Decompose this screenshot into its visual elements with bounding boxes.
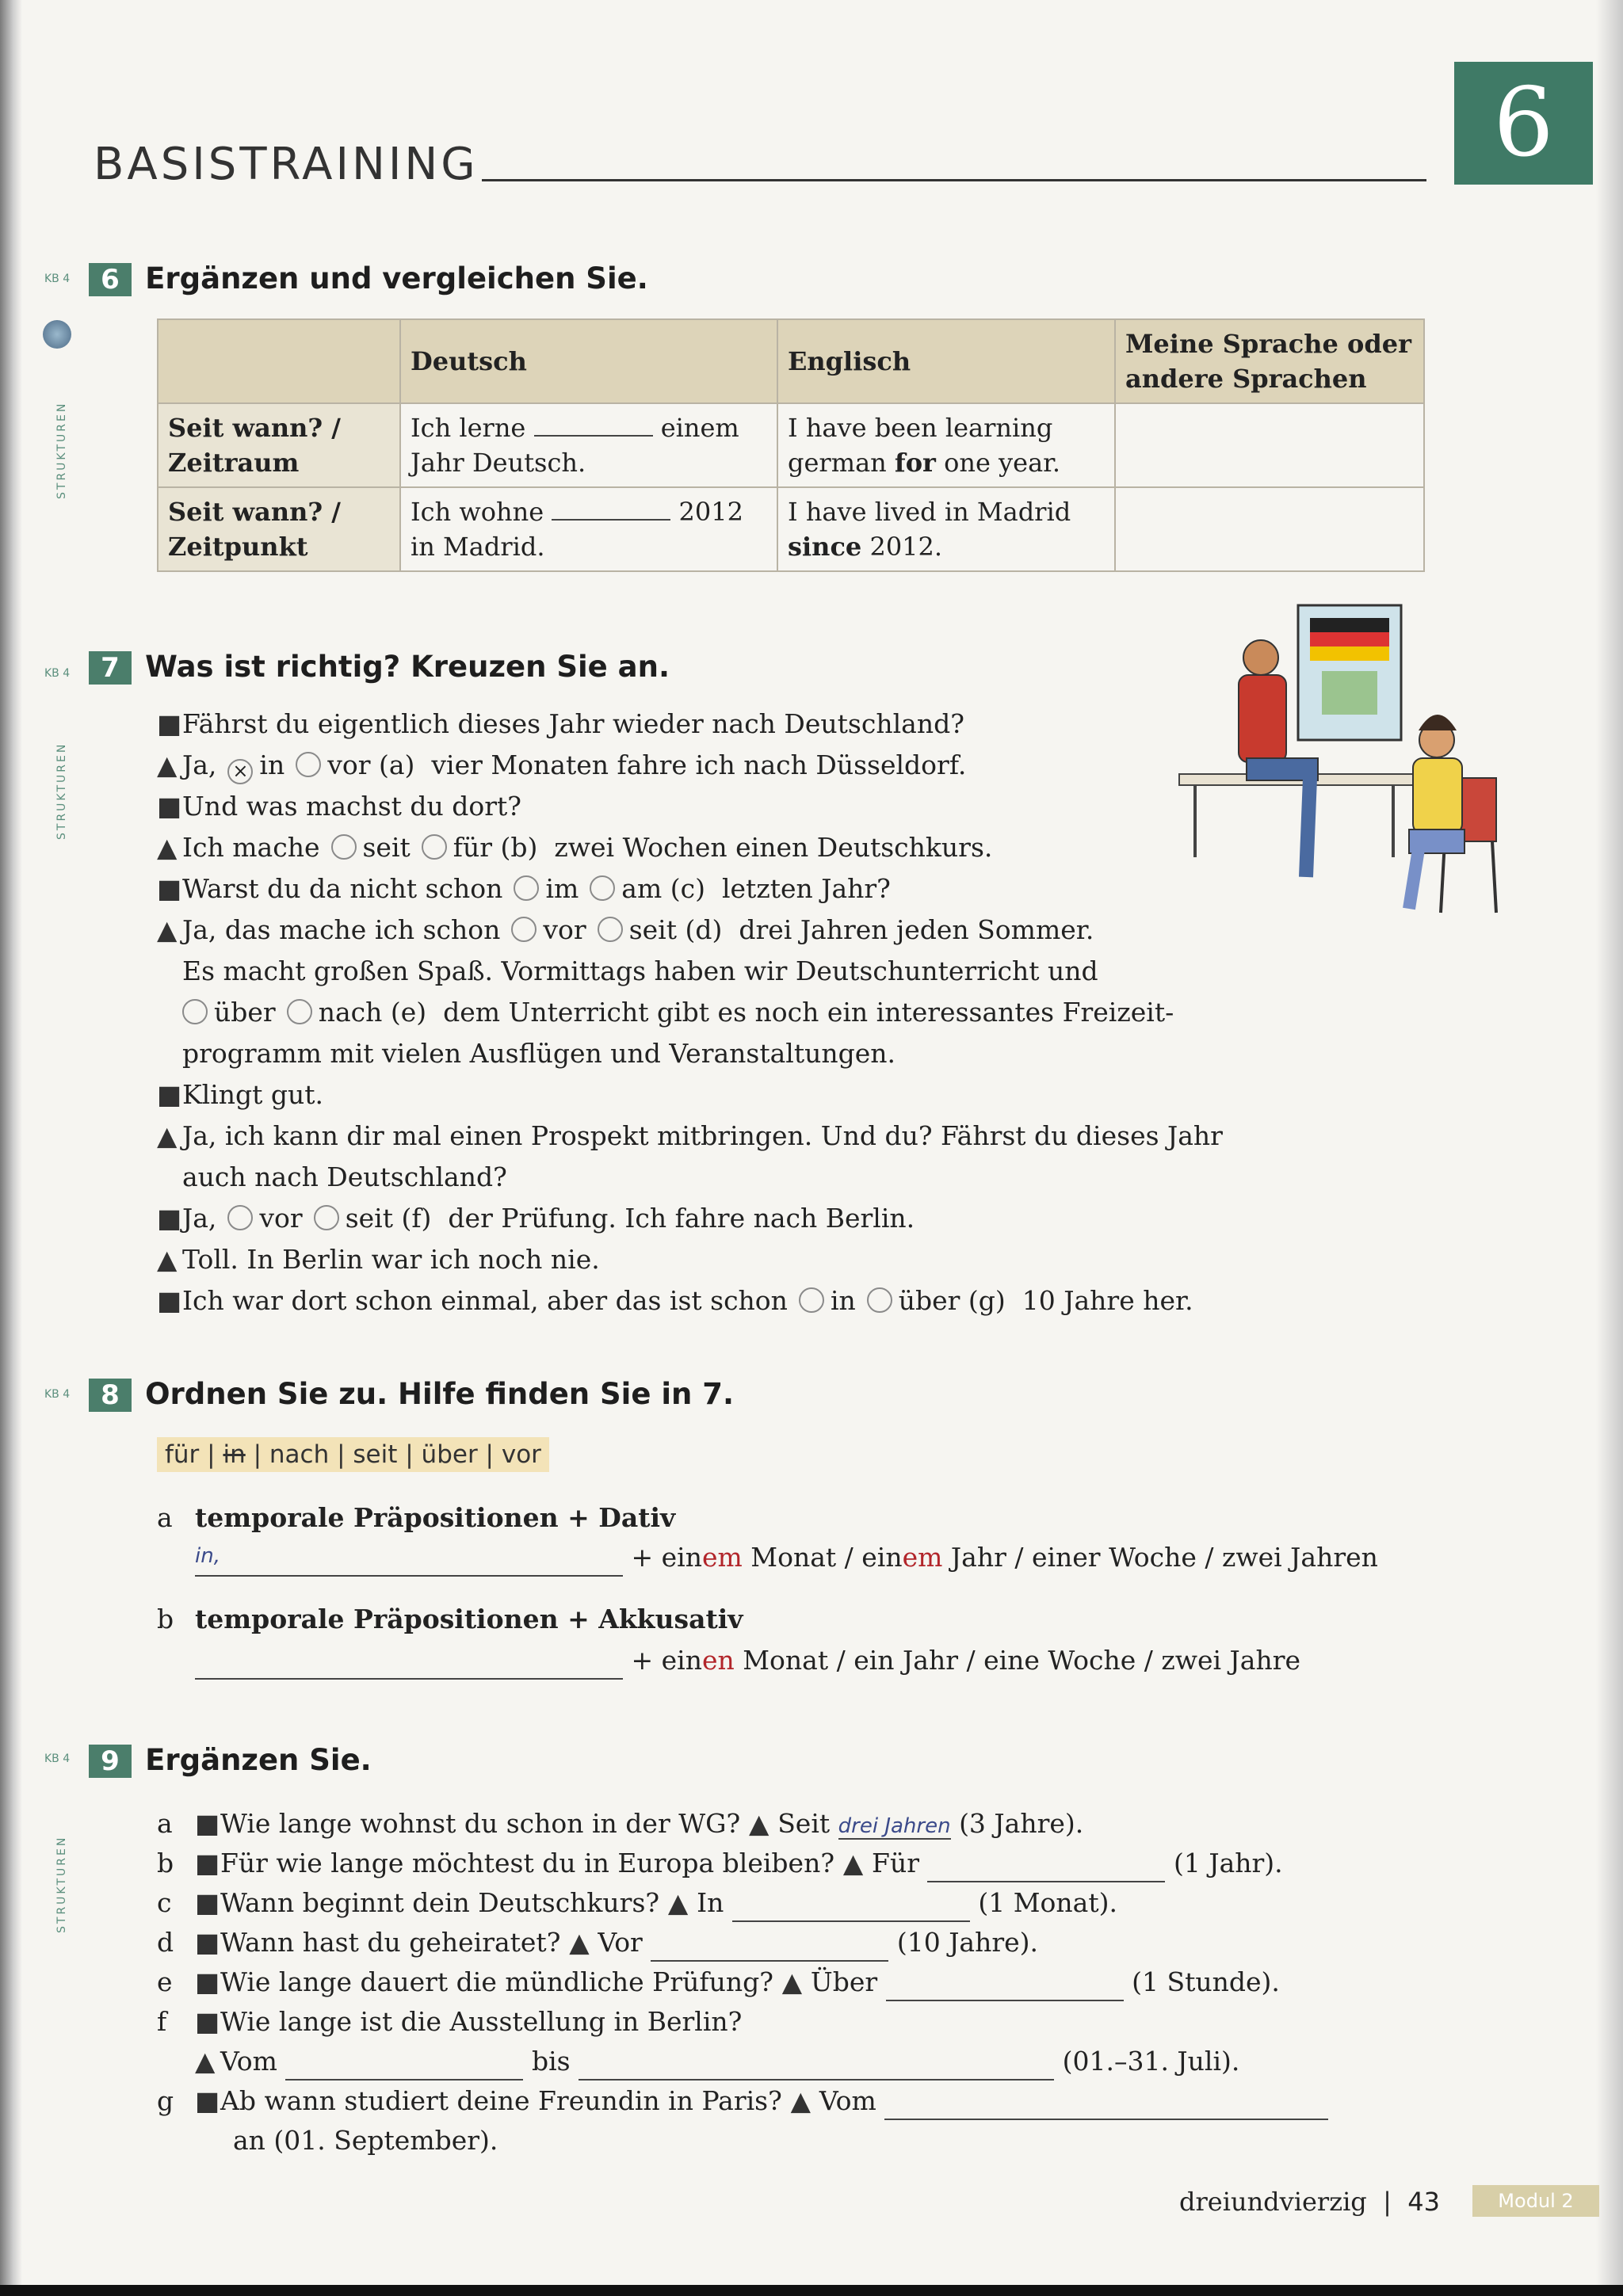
question-c: c ■Wann beginnt dein Deutschkurs? ▲ In (1 Monat). [157,1886,1117,1922]
item-title: temporale Präpositionen + Dativ [195,1502,676,1533]
fill-in-blank[interactable] [579,2044,1054,2081]
line-text: Monat / ein [742,1542,903,1573]
cell-text: einem [660,413,739,443]
row-header: Seit wann? / Zeitraum [158,403,400,487]
cell-text-bold: for [894,448,936,478]
chapter-number-tab: 6 [1454,62,1593,185]
dialogue-line [157,1119,1223,1154]
speaker-square-icon: ■ [157,708,182,739]
line-text: Ich mache [182,832,320,863]
speaker-square-icon: ■ [195,2006,220,2037]
question-a: a ■Wie lange wohnst du schon in der WG? ▲ Seit drei Jahren (3 Jahre). [157,1806,1083,1844]
fill-in-blank[interactable] [651,1925,888,1962]
dialogue-line [182,1036,896,1071]
column-header: Meine Sprache oder andere Sprachen [1115,319,1424,403]
dialogue-line [157,1077,323,1112]
table-cell-own-language[interactable] [1115,403,1424,487]
option-label: vor [543,914,586,945]
hint-text: (01.–31. Juli). [1062,2046,1240,2077]
word: für [165,1440,200,1469]
dialogue-line [157,1201,915,1236]
cell-text: 2012 [678,497,743,527]
option-checkbox[interactable] [590,875,615,901]
speaker-square-icon: ■ [157,1285,182,1316]
speaker-triangle-icon: ▲ [667,1887,689,1918]
exercise-number: 6 [89,263,132,296]
exercise-title: Ergänzen und vergleichen Sie. [145,261,648,296]
question-b: b ■Für wie lange möchtest du in Europa bleiben? ▲ Für (1 Jahr). [157,1846,1283,1882]
grammar-item-b [157,1602,743,1637]
option-label: seit (f) [345,1203,432,1234]
speaker-square-icon: ■ [195,1966,220,1997]
option-label: vor (a) [327,749,415,780]
question-text: Wie lange wohnst du schon in der WG? [220,1808,741,1839]
line-text: Klingt gut. [182,1079,324,1110]
cell-text: I have lived in Madrid [788,497,1071,527]
page-title: BASISTRAINING [94,139,479,190]
question-text: Für wie lange möchtest du in Europa bleiben? [220,1848,835,1878]
question-d: d ■Wann hast du geheiratet? ▲ Vor (10 Jahre). [157,1925,1038,1962]
option-checkbox[interactable] [514,875,539,901]
question-text: Wie lange ist die Ausstellung in Berlin? [220,2006,743,2037]
line-text: 10 Jahre her. [1022,1285,1193,1316]
hint-text: (1 Monat). [978,1887,1117,1918]
table-cell-deutsch [400,487,777,571]
speaker-square-icon: ■ [195,1927,220,1958]
option-checkbox[interactable] [287,999,312,1024]
dialogue-line [157,871,891,906]
option-label: in [259,749,285,780]
exercise-6-heading [89,261,648,296]
word: seit [353,1440,398,1469]
table-row [158,403,1424,487]
cell-text: one year. [944,448,1061,478]
page-number: 43 [1407,2187,1440,2217]
option-label: in [830,1285,856,1316]
answer-text: bis [531,2046,571,2077]
cell-text-bold: since [788,532,862,562]
question-text: Ab wann studiert deine Freundin in Paris? [220,2085,782,2116]
dialogue-line [182,1160,507,1195]
dialogue-line [157,830,992,865]
comparison-table [157,318,1425,572]
cell-text: I have been learning [788,413,1053,443]
line-text: programm mit vielen Ausflügen und Veranstaltungen. [182,1038,896,1069]
speaker-triangle-icon: ▲ [157,749,178,780]
word-used: in [223,1440,246,1469]
dialogue-line [157,789,521,824]
option-checkbox[interactable] [296,752,321,777]
title-rule [482,179,1426,181]
option-checkbox-checked[interactable]: × [227,759,253,784]
line-text: der Prüfung. Ich fahre nach Berlin. [448,1203,915,1234]
speaker-triangle-icon: ▲ [157,1120,178,1151]
option-label: über [214,997,276,1028]
table-row [158,487,1424,571]
item-title: temporale Präpositionen + Akkusativ [195,1604,743,1634]
ending-highlight: en [701,1645,735,1676]
line-text: Ja, ich kann dir mal einen Prospekt mitbringen. Und du? Fährst du dieses Jahr [182,1120,1223,1151]
classroom-illustration [1171,596,1536,929]
kb-reference: KB 4 [44,1388,71,1401]
grammar-answer-b [195,1643,1300,1680]
table-cell-own-language[interactable] [1115,487,1424,571]
ending-highlight: em [701,1542,743,1573]
option-checkbox[interactable] [331,834,357,860]
answer-text: Vom [819,2085,876,2116]
speaker-square-icon: ■ [157,1079,182,1110]
kb-reference: KB 4 [44,273,71,285]
speaker-triangle-icon: ▲ [195,2046,216,2077]
hint-text: an (01. September). [233,2125,498,2156]
column-header: Englisch [777,319,1115,403]
option-label: seit [362,832,411,863]
exercise-title: Ergänzen Sie. [145,1743,372,1777]
option-label: im [545,873,579,904]
answer-f [195,2044,1239,2081]
handwritten-answer[interactable]: drei Jahren [838,1814,951,1838]
footer-separator: | [1383,2187,1392,2217]
line-text: Ja, [182,749,217,780]
dialogue-line [157,707,964,742]
binding-shadow [0,0,22,2296]
option-checkbox[interactable] [867,1287,892,1313]
speaker-square-icon: ■ [157,873,182,904]
option-label: seit (d) [628,914,723,945]
exercise-title: Ordnen Sie zu. Hilfe finden Sie in 7. [145,1377,735,1411]
speaker-square-icon: ■ [157,1203,182,1234]
exercise-number: 7 [89,651,132,685]
dialogue-line [157,913,1094,948]
modul-badge: Modul 2 [1472,2185,1599,2217]
page-footer [1179,2187,1440,2217]
cell-text: german [788,448,887,478]
line-text: + ein [631,1645,702,1676]
line-text: Warst du da nicht schon [182,873,503,904]
answer-text: Vor [598,1927,643,1958]
line-text: Und was machst du dort? [182,791,522,822]
line-text: Jahr / einer Woche / zwei Jahren [942,1542,1378,1573]
option-checkbox[interactable] [799,1287,824,1313]
fill-in-blank[interactable] [732,1886,970,1922]
fill-in-blank[interactable] [884,2084,1328,2120]
item-letter: b [157,1604,174,1634]
dialogue-line [182,954,1098,989]
fill-in-blank[interactable] [927,1846,1165,1882]
speaker-triangle-icon: ▲ [157,832,178,863]
question-e: e ■Wie lange dauert die mündliche Prüfung? ▲ Über (1 Stunde). [157,1965,1280,2001]
cell-text: 2012. [869,532,943,562]
speaker-triangle-icon: ▲ [781,1966,803,1997]
speaker-square-icon: ■ [195,2085,220,2116]
option-label: am (c) [621,873,705,904]
option-checkbox[interactable] [314,1205,339,1230]
answer-text: Für [872,1848,919,1878]
line-text: Ich war dort schon einmal, aber das ist schon [182,1285,788,1316]
line-text: Toll. In Berlin war ich noch nie. [182,1244,600,1275]
speaker-triangle-icon: ▲ [748,1808,769,1839]
column-header [158,319,400,403]
item-letter: a [157,1502,173,1533]
question-text: Wie lange dauert die mündliche Prüfung? [220,1966,773,1997]
side-label-strukturen: STRUKTUREN [55,742,68,840]
option-checkbox[interactable] [598,917,623,942]
answer-text: Vom [220,2046,277,2077]
cell-text: Ich wohne [411,497,544,527]
word-box: für | in | nach | seit | über | vor [157,1437,549,1472]
hint-text: (1 Jahr). [1173,1848,1283,1878]
line-text: Ja, [182,1203,217,1234]
exercise-number: 8 [89,1379,132,1412]
grammar-item-a [157,1501,675,1535]
option-label: vor [259,1203,303,1234]
exercise-title: Was ist richtig? Kreuzen Sie an. [145,650,670,684]
dialogue-line [182,995,1174,1030]
option-label: über (g) [898,1285,1006,1316]
fill-in-blank[interactable] [285,2044,523,2081]
option-checkbox[interactable] [422,834,447,860]
question-g: g ■Ab wann studiert deine Freundin in Paris? ▲ Vom [157,2084,1328,2120]
speaker-triangle-icon: ▲ [790,2085,811,2116]
fill-in-blank[interactable] [195,1540,623,1577]
hint-text: (10 Jahre). [896,1927,1039,1958]
speaker-triangle-icon: ▲ [842,1848,864,1878]
option-label: für (b) [453,832,538,863]
line-text: zwei Wochen einen Deutschkurs. [554,832,993,863]
fill-in-blank[interactable] [195,1643,623,1680]
cell-text: in Madrid. [411,532,545,562]
line-text: Fährst du eigentlich dieses Jahr wieder nach Deutschland? [182,708,964,739]
table-header-row [158,319,1424,403]
kb-reference: KB 4 [44,1753,71,1765]
page-number-word: dreiundvierzig [1179,2187,1367,2217]
fill-in-blank[interactable] [886,1965,1124,2001]
speaker-square-icon: ■ [195,1848,220,1878]
speaker-square-icon: ■ [195,1808,220,1839]
line-text: Es macht großen Spaß. Vormittags haben wir Deutschunterricht und [182,955,1098,986]
speaker-triangle-icon: ▲ [157,914,178,945]
line-text: drei Jahren jeden Sommer. [739,914,1094,945]
word: über [421,1440,478,1469]
kb-reference: KB 4 [44,667,71,680]
option-checkbox[interactable] [511,917,537,942]
line-text: Monat / ein Jahr / eine Woche / zwei Jahre [734,1645,1301,1676]
question-text: Wann hast du geheiratet? [220,1927,561,1958]
cell-text: Jahr Deutsch. [411,448,586,478]
column-header: Deutsch [400,319,777,403]
hint-text: (3 Jahre). [959,1808,1084,1839]
fill-in-blank[interactable] [534,435,653,437]
side-label-strukturen: STRUKTUREN [55,1835,68,1933]
option-checkbox[interactable] [182,999,208,1024]
dialogue-line [157,1283,1193,1318]
word: vor [501,1440,541,1469]
page-edge-shadow [1596,0,1623,2296]
exercise-8-heading [89,1377,734,1412]
exercise-9-heading [89,1743,372,1778]
table-cell-deutsch [400,403,777,487]
option-label: nach (e) [318,997,427,1028]
line-text: Ja, das mache ich schon [182,914,501,945]
table-cell-englisch [777,487,1115,571]
grammar-answer-a [195,1540,1378,1577]
option-checkbox[interactable] [227,1205,253,1230]
answer-g-tail [233,2123,498,2158]
hint-text: (1 Stunde). [1132,1966,1280,1997]
exercise-number: 9 [89,1745,132,1778]
dialogue-line [157,748,966,784]
row-header: Seit wann? / Zeitpunkt [158,487,400,571]
ending-highlight: em [902,1542,943,1573]
speaker-triangle-icon: ▲ [157,1244,178,1275]
speaker-triangle-icon: ▲ [569,1927,590,1958]
question-text: Wann beginnt dein Deutschkurs? [220,1887,660,1918]
dialogue-line [157,1242,600,1277]
word: nach [269,1440,330,1469]
speaker-square-icon: ■ [157,791,182,822]
side-label-strukturen: STRUKTUREN [55,401,68,499]
exercise-7-heading [89,650,670,685]
answer-text: Über [810,1966,878,1997]
line-text: letzten Jahr? [721,873,891,904]
audio-cd-icon [43,320,71,349]
speaker-square-icon: ■ [195,1887,220,1918]
table-cell-englisch [777,403,1115,487]
line-text: auch nach Deutschland? [182,1161,507,1192]
line-text: vier Monaten fahre ich nach Düsseldorf. [431,749,967,780]
line-text: + ein [631,1542,702,1573]
cell-text: Ich lerne [411,413,526,443]
question-f: f ■Wie lange ist die Ausstellung in Berlin? [157,2004,742,2039]
answer-text: In [697,1887,724,1918]
line-text: dem Unterricht gibt es noch ein interessantes Freizeit- [443,997,1174,1028]
fill-in-blank[interactable] [552,519,670,521]
handwritten-answer: in, [195,1544,220,1568]
answer-text: Seit [777,1808,831,1839]
scan-bottom-edge [0,2285,1623,2296]
